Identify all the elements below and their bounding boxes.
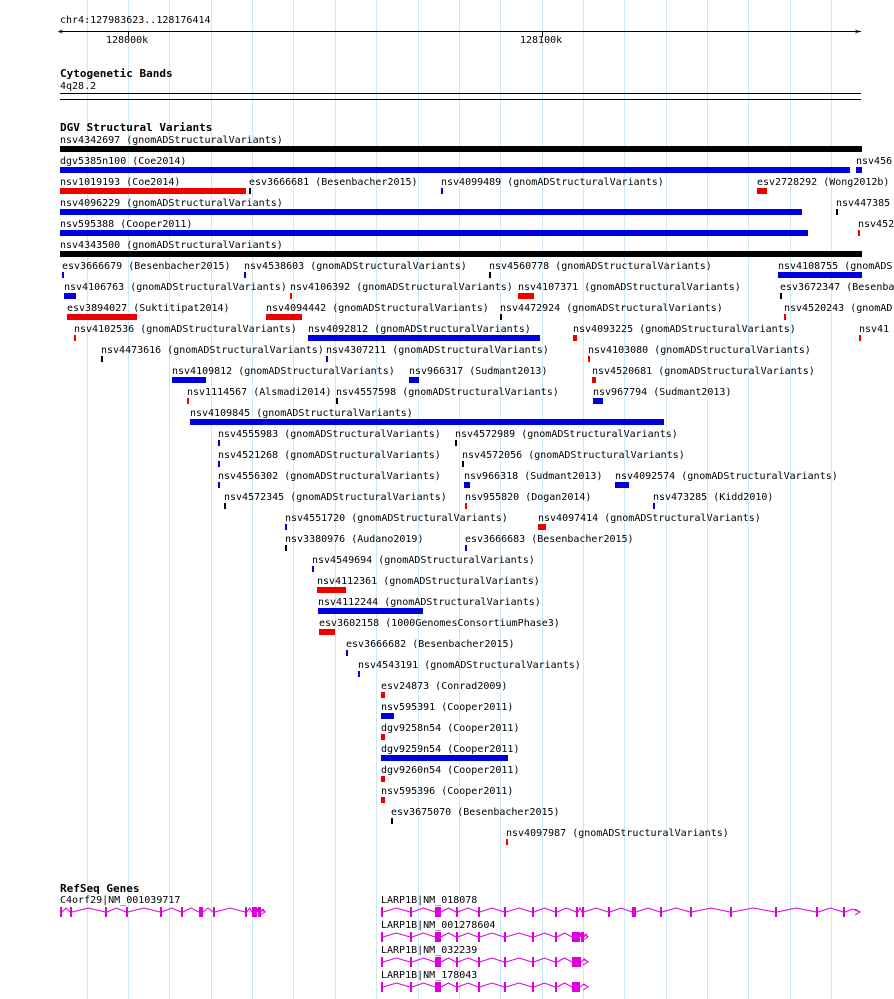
ruler-tick-label: 128000k [106, 35, 149, 46]
variant-label[interactable]: nsv966317 (Sudmant2013) [409, 366, 548, 377]
gene-exon[interactable] [245, 907, 247, 917]
variant-label[interactable]: nsv4102536 (gnomADStructuralVariants) [74, 324, 297, 335]
variant-label[interactable]: nsv4092574 (gnomADStructuralVariants) [615, 471, 838, 482]
variant-label[interactable]: nsv4472924 (gnomADStructuralVariants) [500, 303, 723, 314]
gene-exon[interactable] [632, 907, 636, 917]
gene-exon[interactable] [532, 957, 534, 967]
gene-exon[interactable] [381, 907, 383, 917]
variant-label[interactable]: nsv955820 (Dogan2014) [465, 492, 592, 503]
gene-exon[interactable] [213, 907, 215, 917]
variant-label[interactable]: nsv966318 (Sudmant2013) [464, 471, 603, 482]
variant-label[interactable]: esv3675070 (Besenbacher2015) [391, 807, 560, 818]
gene-exon[interactable] [60, 907, 62, 917]
variant-label[interactable]: nsv595396 (Cooper2011) [381, 786, 514, 797]
variant-label[interactable]: nsv447385 [836, 198, 891, 209]
variant-label[interactable]: nsv4107371 (gnomADStructuralVariants) [518, 282, 741, 293]
gene-exon[interactable] [410, 932, 412, 942]
gene-exon[interactable] [456, 982, 458, 992]
cytoband-label: 4q28.2 [60, 81, 97, 92]
gene-exon[interactable] [843, 907, 845, 917]
variant-label[interactable]: esv3666683 (Besenbacher2015) [465, 534, 634, 545]
gene-exon[interactable] [126, 907, 128, 917]
gene-exon[interactable] [504, 932, 506, 942]
variant-label[interactable]: nsv967794 (Sudmant2013) [593, 387, 732, 398]
variant-label[interactable]: esv24873 (Conrad2009) [381, 681, 508, 692]
gene-exon[interactable] [410, 907, 412, 917]
variant-label[interactable]: nsv4108755 (gnomADS [778, 261, 893, 272]
variant-label[interactable]: nsv595388 (Cooper2011) [60, 219, 193, 230]
variant-label[interactable]: esv3666681 (Besenbacher2015) [249, 177, 418, 188]
variant-label[interactable]: nsv4097414 (gnomADStructuralVariants) [538, 513, 761, 524]
variant-label[interactable]: esv2728292 (Wong2012b) [757, 177, 890, 188]
variant-label[interactable]: nsv4572989 (gnomADStructuralVariants) [455, 429, 678, 440]
gene-exon[interactable] [435, 957, 441, 967]
gene-label[interactable]: LARP1B|NM_178043 [381, 970, 478, 981]
variant-label[interactable]: nsv4096229 (gnomADStructuralVariants) [60, 198, 283, 209]
variant-label[interactable]: esv3602158 (1000GenomesConsortiumPhase3) [319, 618, 560, 629]
gene-exon[interactable] [572, 982, 580, 992]
variant-label[interactable]: nsv4543191 (gnomADStructuralVariants) [358, 660, 581, 671]
cytoband-track-title: Cytogenetic Bands [60, 67, 173, 80]
variant-label[interactable]: nsv4557598 (gnomADStructuralVariants) [336, 387, 559, 398]
gene-intron-line[interactable] [383, 908, 860, 912]
variant-label[interactable]: nsv4342697 (gnomADStructuralVariants) [60, 135, 283, 146]
gene-exon[interactable] [660, 907, 662, 917]
gene-exon[interactable] [555, 957, 557, 967]
variant-label[interactable]: dgv9258n54 (Cooper2011) [381, 723, 520, 734]
variant-label[interactable]: nsv4097987 (gnomADStructuralVariants) [506, 828, 729, 839]
gene-exon[interactable] [555, 982, 557, 992]
variant-label[interactable]: nsv4555983 (gnomADStructuralVariants) [218, 429, 441, 440]
variant-label[interactable]: nsv456 [856, 156, 893, 167]
variant-label[interactable]: esv3894027 (Suktitipat2014) [67, 303, 230, 314]
gene-exon[interactable] [435, 907, 441, 917]
gene-exon[interactable] [435, 932, 441, 942]
ruler-left-arrow: < [58, 27, 63, 36]
gene-exon[interactable] [410, 957, 412, 967]
gene-intron-line[interactable] [383, 933, 588, 937]
gene-exon[interactable] [381, 982, 383, 992]
gene-exon[interactable] [478, 957, 480, 967]
gene-exon[interactable] [456, 932, 458, 942]
variant-label[interactable]: dgv5385n100 (Coe2014) [60, 156, 187, 167]
variant-label[interactable]: nsv4343500 (gnomADStructuralVariants) [60, 240, 283, 251]
variant-label[interactable]: esv3672347 (Besenba [780, 282, 894, 293]
variant-label[interactable]: nsv4109845 (gnomADStructuralVariants) [190, 408, 413, 419]
gene-exon[interactable] [456, 957, 458, 967]
gene-exon[interactable] [572, 957, 581, 967]
gene-exon[interactable] [105, 907, 107, 917]
variant-label[interactable]: esv3666682 (Besenbacher2015) [346, 639, 515, 650]
variant-label[interactable]: nsv473285 (Kidd2010) [653, 492, 774, 503]
gene-intron-line[interactable] [62, 908, 265, 912]
variant-label[interactable]: nsv41 [859, 324, 890, 335]
gene-exon[interactable] [381, 957, 383, 967]
gene-exon[interactable] [70, 907, 72, 917]
gene-intron-line[interactable] [383, 983, 588, 987]
variant-label[interactable]: nsv4572056 (gnomADStructuralVariants) [462, 450, 685, 461]
variant-label[interactable]: nsv4094442 (gnomADStructuralVariants) [266, 303, 489, 314]
variant-label[interactable]: nsv4538603 (gnomADStructuralVariants) [244, 261, 467, 272]
variant-label[interactable]: nsv4099489 (gnomADStructuralVariants) [441, 177, 664, 188]
variant-label[interactable]: nsv4473616 (gnomADStructuralVariants) [101, 345, 324, 356]
gene-exon[interactable] [775, 907, 777, 917]
gene-exon[interactable] [555, 932, 557, 942]
variant-label[interactable]: nsv4307211 (gnomADStructuralVariants) [326, 345, 549, 356]
variant-label[interactable]: nsv4520681 (gnomADStructuralVariants) [592, 366, 815, 377]
variant-label[interactable]: nsv4549694 (gnomADStructuralVariants) [312, 555, 535, 566]
gene-exon[interactable] [576, 907, 578, 917]
gene-exon[interactable] [381, 932, 383, 942]
variant-label[interactable]: dgv9259n54 (Cooper2011) [381, 744, 520, 755]
variant-label[interactable]: nsv4112244 (gnomADStructuralVariants) [318, 597, 541, 608]
gene-exon[interactable] [504, 907, 506, 917]
gene-intron-line[interactable] [383, 958, 588, 962]
strand-arrow-icon [855, 909, 860, 915]
variant-label[interactable]: nsv4106392 (gnomADStructuralVariants) [290, 282, 513, 293]
gene-label[interactable]: LARP1B|NM_018078 [381, 895, 478, 906]
gene-exon[interactable] [160, 907, 162, 917]
variant-label[interactable]: nsv4106763 (gnomADStructuralVariants) [64, 282, 287, 293]
gene-exon[interactable] [199, 907, 203, 917]
gene-exon[interactable] [504, 982, 506, 992]
gene-exon[interactable] [730, 907, 732, 917]
variant-label[interactable]: nsv4556302 (gnomADStructuralVariants) [218, 471, 441, 482]
gene-exon[interactable] [252, 907, 257, 917]
gene-exon[interactable] [181, 907, 183, 917]
ruler-tick-label: 128100k [520, 35, 563, 46]
variant-label[interactable]: nsv4551720 (gnomADStructuralVariants) [285, 513, 508, 524]
variant-label[interactable]: dgv9260n54 (Cooper2011) [381, 765, 520, 776]
variant-label[interactable]: nsv452 [858, 219, 894, 230]
gene-exon[interactable] [532, 932, 534, 942]
variant-label[interactable]: nsv4572345 (gnomADStructuralVariants) [224, 492, 447, 503]
variant-label[interactable]: nsv4092812 (gnomADStructuralVariants) [308, 324, 531, 335]
dgv-track-title: DGV Structural Variants [60, 121, 213, 134]
gene-label[interactable]: C4orf29|NM_001039717 [60, 895, 181, 906]
gene-exon[interactable] [435, 982, 441, 992]
location-label: chr4:127983623..128176414 [60, 15, 211, 26]
variant-label[interactable]: nsv4520243 (gnomAD [784, 303, 893, 314]
gene-exon[interactable] [504, 957, 506, 967]
gene-exon[interactable] [581, 932, 584, 942]
variant-label[interactable]: nsv4521268 (gnomADStructuralVariants) [218, 450, 441, 461]
gene-exon[interactable] [608, 907, 610, 917]
variant-label[interactable]: esv3666679 (Besenbacher2015) [62, 261, 231, 272]
gene-label[interactable]: LARP1B|NM_032239 [381, 945, 478, 956]
gene-exon[interactable] [478, 932, 480, 942]
gene-label[interactable]: LARP1B|NM_001278604 [381, 920, 496, 931]
ruler-right-arrow: > [855, 27, 860, 36]
variant-label[interactable]: nsv4093225 (gnomADStructuralVariants) [573, 324, 796, 335]
gene-exon[interactable] [555, 907, 557, 917]
gene-exon[interactable] [572, 932, 580, 942]
variant-label[interactable]: nsv4560778 (gnomADStructuralVariants) [489, 261, 712, 272]
gene-exon[interactable] [478, 907, 480, 917]
variant-label[interactable]: nsv595391 (Cooper2011) [381, 702, 514, 713]
gene-exon[interactable] [690, 907, 692, 917]
variant-label[interactable]: nsv4103080 (gnomADStructuralVariants) [588, 345, 811, 356]
variant-label[interactable]: nsv4109812 (gnomADStructuralVariants) [172, 366, 395, 377]
refseq-track-title: RefSeq Genes [60, 882, 140, 895]
variant-label[interactable]: nsv3380976 (Audano2019) [285, 534, 424, 545]
gene-exon[interactable] [258, 907, 261, 917]
gene-exon[interactable] [532, 982, 534, 992]
gene-exon[interactable] [582, 907, 584, 917]
variant-label[interactable]: nsv1019193 (Coe2014) [60, 177, 181, 188]
variant-label[interactable]: nsv4112361 (gnomADStructuralVariants) [317, 576, 540, 587]
gene-exon[interactable] [532, 907, 534, 917]
variant-label[interactable]: nsv1114567 (Alsmadi2014) [187, 387, 332, 398]
gene-exon[interactable] [410, 982, 412, 992]
gene-exon[interactable] [478, 982, 480, 992]
gene-exon[interactable] [816, 907, 818, 917]
gene-exon[interactable] [456, 907, 458, 917]
